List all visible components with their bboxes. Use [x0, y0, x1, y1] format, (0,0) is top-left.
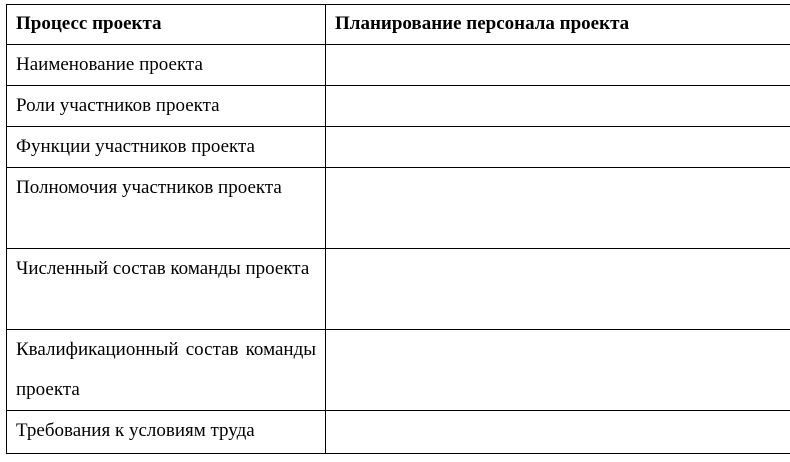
row-label-work-conditions: Требования к условиям труда: [7, 411, 326, 454]
row-label-roles: Роли участников проекта: [7, 86, 326, 127]
table-row: [7, 86, 790, 127]
table-row: [7, 127, 790, 168]
row-label-project-name: Наименование проекта: [7, 45, 326, 86]
row-value-work-conditions[interactable]: [326, 411, 790, 454]
row-value-authority[interactable]: [326, 168, 790, 249]
row-value-functions[interactable]: [326, 127, 790, 168]
row-label-team-size: Численный состав команды проекта: [7, 249, 326, 330]
row-label-authority: Полномочия участников проекта: [7, 168, 326, 249]
header-cell-process: Процесс проекта: [7, 5, 326, 45]
table-row: [7, 45, 790, 86]
table-header-row: [7, 5, 790, 45]
table-row: [7, 168, 790, 249]
project-staffing-table: [6, 4, 790, 454]
row-value-qualification[interactable]: [326, 330, 790, 411]
row-label-qualification: Квалификационный состав команды проекта: [7, 330, 326, 411]
table-row: [7, 411, 790, 454]
row-label-functions: Функции участников проекта: [7, 127, 326, 168]
header-cell-planning: Планирование персонала проекта: [326, 5, 790, 45]
table-row: [7, 330, 790, 411]
row-value-roles[interactable]: [326, 86, 790, 127]
row-value-team-size[interactable]: [326, 249, 790, 330]
table-row: [7, 249, 790, 330]
row-value-project-name[interactable]: [326, 45, 790, 86]
